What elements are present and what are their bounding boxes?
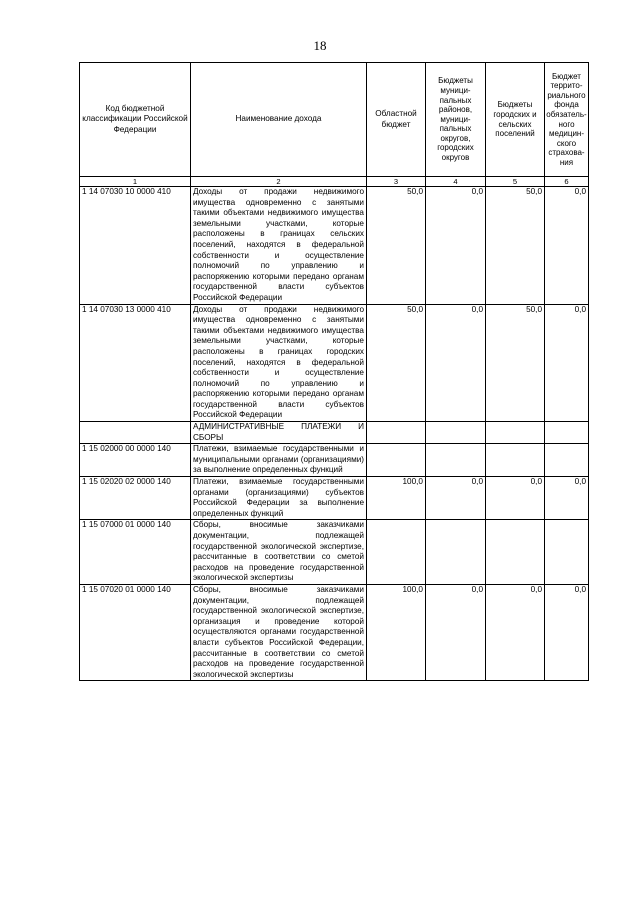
column-number: 6 <box>545 177 589 187</box>
row-regional-value: 50,0 <box>367 304 426 422</box>
page-number: 18 <box>313 38 327 53</box>
row-code: 1 14 07030 10 0000 410 <box>80 187 191 305</box>
section-heading: АДМИНИСТРАТИВНЫЕ ПЛАТЕЖИ И СБОРЫ <box>191 422 367 444</box>
header-settlements: Бюджеты городских и сельских поселений <box>486 63 545 177</box>
header-fund: Бюджет террито-риального фонда обязатель-ного медицин-ского страхова-ния <box>545 63 589 177</box>
row-code: 1 15 02020 02 0000 140 <box>80 477 191 520</box>
row-settlements-value: 50,0 <box>486 187 545 305</box>
header-code: Код бюджетной классификации Российской Федерации <box>80 63 191 177</box>
row-municipal-value: 0,0 <box>426 304 486 422</box>
row-municipal-value: 0,0 <box>426 477 486 520</box>
row-name: Сборы, вносимые заказчиками документации, подлежащей государственной экологической экспертизе, рассчитанные в соответствии со сметой расходов на проведение государственной экологической экспертизы <box>191 520 367 585</box>
header-regional: Областной бюджет <box>367 63 426 177</box>
column-number: 2 <box>191 177 367 187</box>
row-municipal-value <box>426 444 486 477</box>
row-name: Сборы, вносимые заказчиками документации, подлежащей государственной экологической экспертизе, организация и проведение которой осуществляются органами государственной власти субъектов Российской Федерации, рассчитанные в соответствии со сметой расходов на проведение государственной экологической экспертизы <box>191 584 367 680</box>
table-row <box>80 584 589 680</box>
row-fund-value <box>545 520 589 585</box>
row-regional-value <box>367 444 426 477</box>
row-settlements-value <box>486 444 545 477</box>
header-name: Наименование дохода <box>191 63 367 177</box>
row-fund-value <box>545 444 589 477</box>
row-settlements-value: 0,0 <box>486 477 545 520</box>
row-code: 1 14 07030 13 0000 410 <box>80 304 191 422</box>
row-fund-value <box>545 422 589 444</box>
row-name: Доходы от продажи недвижимого имущества одновременно с занятыми такими объектами недвижимого имущества земельными участками, которые расположены в границах городских поселений, находятся в федеральной собственности и осуществление полномочий по управлению и распоряжению которыми передано органам государственной власти субъектов Российской Федерации <box>191 304 367 422</box>
row-regional-value <box>367 422 426 444</box>
row-code: 1 15 07000 01 0000 140 <box>80 520 191 585</box>
header-municipal: Бюджеты муници-пальных районов, муници-пальных округов, городских округов <box>426 63 486 177</box>
row-code <box>80 422 191 444</box>
row-fund-value: 0,0 <box>545 584 589 680</box>
income-table <box>79 62 589 681</box>
row-code: 1 15 02000 00 0000 140 <box>80 444 191 477</box>
table-row <box>80 304 589 422</box>
row-settlements-value: 0,0 <box>486 584 545 680</box>
row-settlements-value <box>486 520 545 585</box>
row-municipal-value <box>426 520 486 585</box>
row-regional-value: 50,0 <box>367 187 426 305</box>
row-regional-value: 100,0 <box>367 584 426 680</box>
row-name: Доходы от продажи недвижимого имущества одновременно с занятыми такими объектами недвижимого имущества земельными участками, которые расположены в границах сельских поселений, находятся в федеральной собственности и осуществление полномочий по управлению и распоряжению которыми передано органам государственной власти субъектов Российской Федерации <box>191 187 367 305</box>
table-row <box>80 520 589 585</box>
table-header-row <box>80 63 589 177</box>
table-row <box>80 187 589 305</box>
column-number: 4 <box>426 177 486 187</box>
column-number-row <box>80 177 589 187</box>
table-row <box>80 422 589 444</box>
row-municipal-value: 0,0 <box>426 187 486 305</box>
row-fund-value: 0,0 <box>545 187 589 305</box>
column-number: 3 <box>367 177 426 187</box>
row-regional-value <box>367 520 426 585</box>
row-settlements-value: 50,0 <box>486 304 545 422</box>
column-number: 1 <box>80 177 191 187</box>
row-code: 1 15 07020 01 0000 140 <box>80 584 191 680</box>
row-regional-value: 100,0 <box>367 477 426 520</box>
row-name: Платежи, взимаемые государственными органами (организациями) субъектов Российской Федерации за выполнение определенных функций <box>191 477 367 520</box>
row-name: Платежи, взимаемые государственными и муниципальными органами (организациями) за выполнение определенных функций <box>191 444 367 477</box>
table-row <box>80 477 589 520</box>
table-row <box>80 444 589 477</box>
row-municipal-value <box>426 422 486 444</box>
row-settlements-value <box>486 422 545 444</box>
column-number: 5 <box>486 177 545 187</box>
row-fund-value: 0,0 <box>545 477 589 520</box>
row-fund-value: 0,0 <box>545 304 589 422</box>
row-municipal-value: 0,0 <box>426 584 486 680</box>
